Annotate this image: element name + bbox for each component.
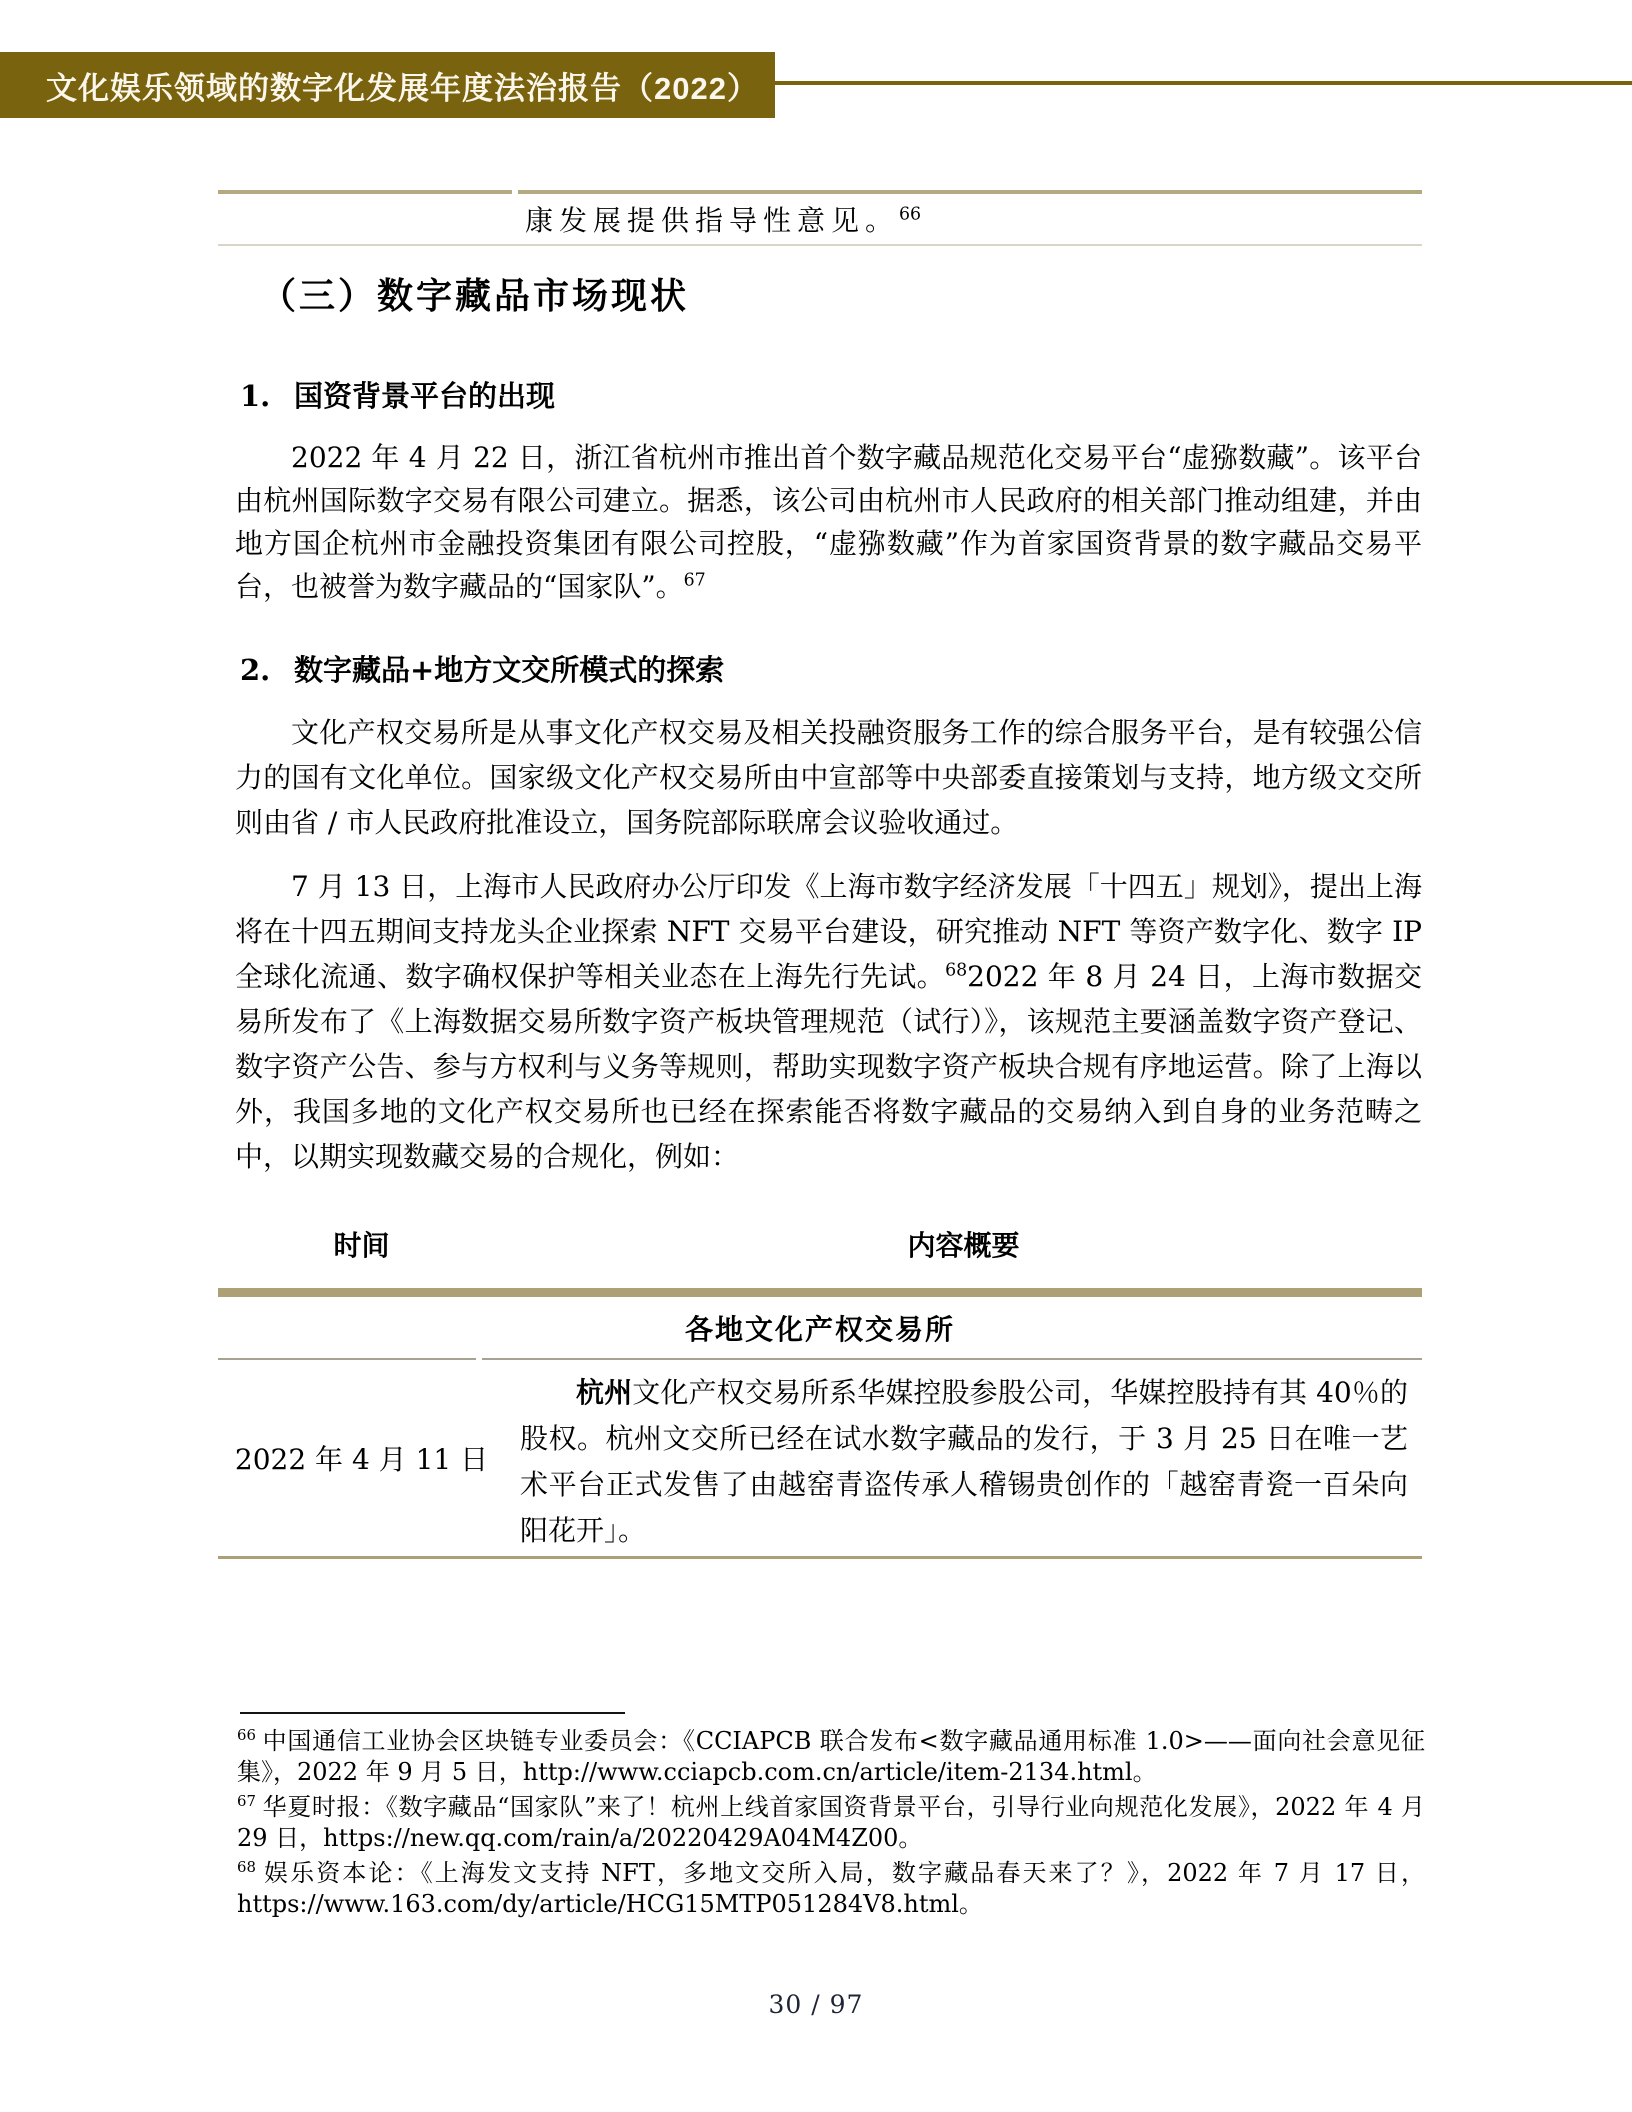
table-cell-lead: 杭州	[576, 1376, 633, 1409]
footnote-text: 中国通信工业协会区块链专业委员会：《CCIAPCB 联合发布<数字藏品通用标准 1.0>——面向社会意见征集》，2022 年 9 月 5 日，http://www.cciapcb.com.cn/article/item-2134.html。	[237, 1727, 1425, 1786]
footnote-separator	[240, 1712, 625, 1714]
table-cell-body: 文化产权交易所系华媒控股参股公司，华媒控股持有其 40％的股权。杭州文交所已经在试水数字藏品的发行，于 3 月 25 日在唯一艺术平台正式发售了由越窑青盗传承人稽锡贵创作的「越窑青瓷一百朵向阳花开」。	[520, 1376, 1408, 1547]
carryover-text: 康发展提供指导性意见。	[525, 204, 900, 237]
section-heading: （三）数字藏品市场现状	[260, 275, 690, 317]
body-paragraph-2: 文化产权交易所是从事文化产权交易及相关投融资服务工作的综合服务平台，是有较强公信力的国有文化单位。国家级文化产权交易所由中宣部等中央部委直接策划与支持，地方级文交所则由省 / 市人民政府批准设立，国务院部际联席会议验收通过。	[235, 716, 1422, 839]
table-header-row	[218, 1200, 1422, 1288]
table-cell-date: 2022 年 4 月 11 日	[234, 1443, 489, 1476]
report-title-banner	[0, 52, 775, 118]
table-header-rule	[218, 1288, 1422, 1297]
table-divider-segment-left	[218, 1358, 476, 1360]
page-number: 30 / 97	[768, 1990, 864, 2019]
table-row	[218, 1360, 1422, 1556]
column-header-time: 时间	[333, 1229, 390, 1262]
footnote-ref-66: 66	[899, 204, 922, 225]
footnote-number: 67	[237, 1792, 256, 1810]
table-divider-segment-right	[482, 1358, 1422, 1360]
footnote-66	[237, 1726, 1425, 1788]
body-paragraph-3	[235, 864, 1422, 1179]
subsection-heading-2	[240, 648, 724, 689]
paragraph-text: 2022 年 8 月 24 日，上海市数据交易所发布了《上海数据交易所数字资产板块管理规范（试行）》，该规范主要涵盖数字资产登记、数字资产公告、参与方权利与义务等规则，帮助实现数字资产板块合规有序地运营。除了上海以外，我国多地的文化产权交易所也已经在探索能否将数字藏品的交易纳入到自身的业务范畴之中，以期实现数藏交易的合规化，例如：	[235, 960, 1422, 1173]
paragraph-text: 7 月 13 日，上海市人民政府办公厅印发《上海市数字经济发展「十四五」规划》，提出上海将在十四五期间支持龙头企业探索 NFT 交易平台建设，研究推动 NFT 等资产数字化、数字 IP 全球化流通、数字确权保护等相关业态在上海先行先试。	[235, 870, 1422, 993]
subsection-title: 国资背景平台的出现	[294, 379, 556, 413]
footnote-text: 娱乐资本论：《上海发文支持 NFT，多地文交所入局，数字藏品春天来了？》，2022 年 7 月 17 日，https://www.163.com/dy/article/HCG15MTP051284V8.html。	[237, 1859, 1425, 1918]
report-title: 文化娱乐领域的数字化发展年度法治报告（2022）	[46, 70, 759, 106]
footnote-ref-68: 68	[945, 960, 968, 981]
table-border-segment-left	[218, 190, 512, 194]
paragraph-text: 2022 年 4 月 22 日，浙江省杭州市推出首个数字藏品规范化交易平台“虚猕数藏”。该平台由杭州国际数字交易有限公司建立。据悉，该公司由杭州市人民政府的相关部门推动组建，并由地方国企杭州市金融投资集团有限公司控股，“虚猕数藏”作为首家国资背景的数字藏品交易平台，也被誉为数字藏品的“国家队”。	[235, 441, 1422, 603]
table-bottom-rule	[218, 1556, 1422, 1559]
body-paragraph-1	[235, 436, 1422, 608]
header-rule	[775, 81, 1632, 85]
column-header-summary: 内容概要	[907, 1229, 1020, 1262]
subsection-number: 1.	[240, 379, 271, 413]
table-border-segment-right	[518, 190, 1422, 194]
table-cell-summary	[505, 1360, 1422, 1556]
footnotes-block	[237, 1726, 1425, 1924]
subsection-number: 2.	[240, 653, 271, 687]
carryover-table-fragment	[218, 190, 1422, 248]
exchanges-table	[218, 1200, 1422, 1559]
carryover-cell-text	[525, 199, 921, 239]
subsection-title: 数字藏品+地方文交所模式的探索	[294, 653, 725, 687]
table-group-header: 各地文化产权交易所	[684, 1312, 955, 1346]
footnote-68	[237, 1858, 1425, 1920]
table-divider	[218, 1358, 1422, 1360]
footnote-ref-67: 67	[683, 570, 706, 591]
footnote-number: 68	[237, 1858, 256, 1876]
table-bottom-border	[218, 244, 1422, 246]
footnote-67	[237, 1792, 1425, 1854]
footnote-number: 66	[237, 1726, 256, 1744]
subsection-heading-1	[240, 374, 555, 415]
table-cell-text	[520, 1370, 1408, 1554]
footnote-text: 华夏时报：《数字藏品“国家队”来了！杭州上线首家国资背景平台，引导行业向规范化发展》，2022 年 4 月 29 日，https://new.qq.com/rain/a/20220429A04M4Z00。	[237, 1793, 1425, 1852]
